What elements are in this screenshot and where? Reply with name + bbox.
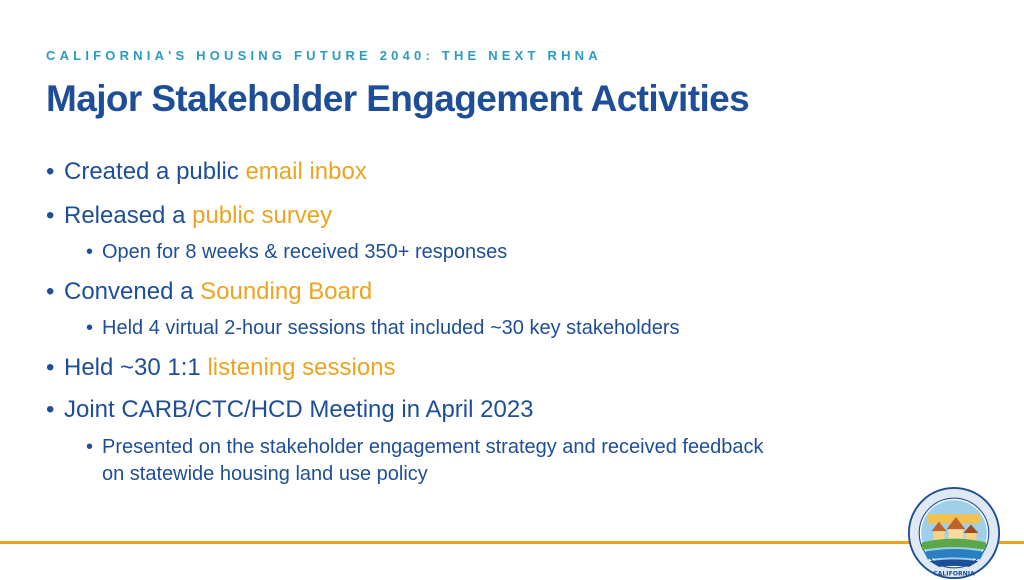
sub-bullet-item: • Presented on the stakeholder engagement strategy and received feedback on statewide housing land use policy <box>86 434 764 488</box>
bullet-dot-icon: • <box>46 202 55 229</box>
hcd-seal-logo <box>907 486 1001 580</box>
section-kicker: CALIFORNIA'S HOUSING FUTURE 2040: THE NEXT RHNA <box>46 48 602 63</box>
bullet-highlight: email inbox <box>245 158 367 185</box>
bullet-dot-icon: • <box>46 354 55 381</box>
bullet-item: • Convened a Sounding Board <box>46 278 373 305</box>
sub-bullet-continuation: on statewide housing land use policy <box>102 463 428 485</box>
footer-divider <box>0 541 1024 544</box>
sub-bullet-dot-icon: • <box>86 241 94 263</box>
bullet-item: • Joint CARB/CTC/HCD Meeting in April 2023 <box>46 396 534 423</box>
sub-bullet-dot-icon: • <box>86 317 94 339</box>
page-title: Major Stakeholder Engagement Activities <box>46 78 750 119</box>
bullet-dot-icon: • <box>46 158 55 185</box>
bullet-highlight: public survey <box>192 202 333 229</box>
bullet-item: • Held ~30 1:1 listening sessions <box>46 354 396 381</box>
sub-bullet-item: • Open for 8 weeks & received 350+ responses <box>86 239 507 266</box>
bullet-highlight: Sounding Board <box>200 278 373 305</box>
seal-bottom-text: CALIFORNIA <box>933 570 975 578</box>
bullet-dot-icon: • <box>46 396 55 423</box>
bullet-item: • Released a public survey <box>46 202 333 229</box>
sub-bullet-item: • Held 4 virtual 2-hour sessions that included ~30 key stakeholders <box>86 315 680 342</box>
bullet-dot-icon: • <box>46 278 55 305</box>
bullet-item: • Created a public email inbox <box>46 158 367 185</box>
sub-bullet-dot-icon: • <box>86 436 94 458</box>
bullet-highlight: listening sessions <box>207 354 396 381</box>
